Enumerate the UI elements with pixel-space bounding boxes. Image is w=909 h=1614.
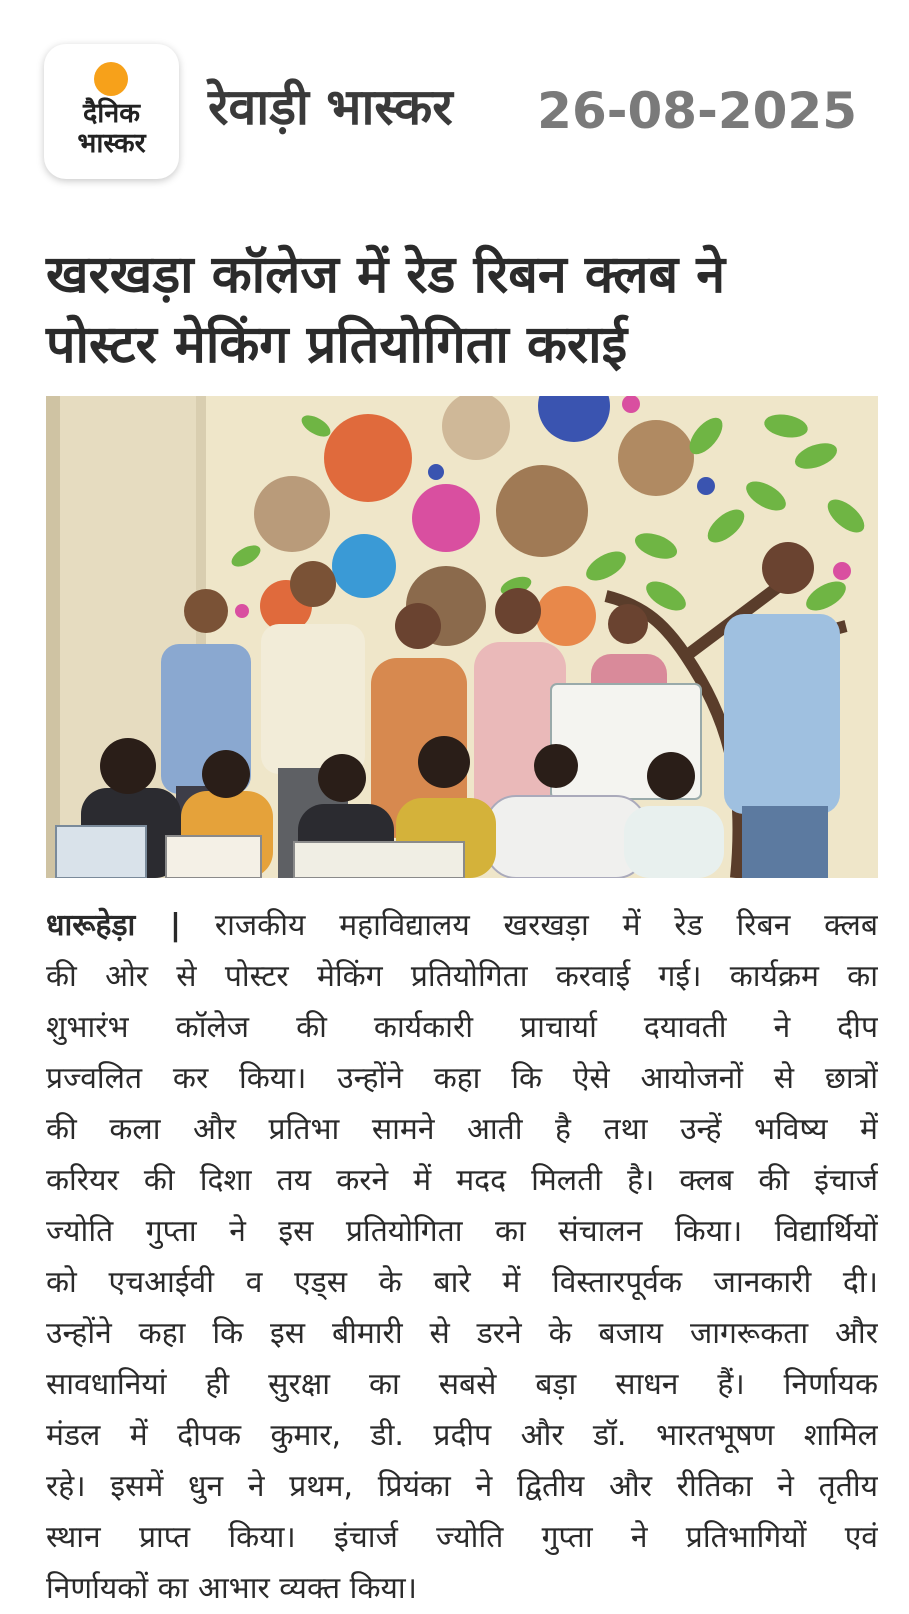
article-line: रहे। इसमें धुन ने प्रथम, प्रियंका ने द्वितीय और रीतिका ने तृतीय [46, 1469, 878, 1504]
article-dateline: धारूहेड़ा | [46, 908, 181, 943]
dainik-bhaskar-logo[interactable] [44, 44, 179, 179]
logo-text-line2: भास्कर [77, 128, 146, 159]
article-body [46, 900, 878, 1614]
article-line: शुभारंभ कॉलेज की कार्यकारी प्राचार्या दयावती ने दीप [46, 1010, 878, 1045]
article-headline [46, 240, 876, 380]
logo-text-line1: दैनिक [82, 98, 141, 129]
article-line: निर्णायकों का आभार व्यक्त किया। [46, 1571, 418, 1606]
headline-line: पोस्टर मेकिंग प्रतियोगिता कराई [46, 315, 628, 375]
article-line: सावधानियां ही सुरक्षा का सबसे बड़ा साधन हैं। निर्णायक [46, 1367, 878, 1402]
article-line [46, 900, 878, 951]
sun-icon [94, 62, 128, 96]
article-line: को एचआईवी व एड्स के बारे में विस्तारपूर्वक जानकारी दी। [46, 1265, 878, 1300]
article-line: ज्योति गुप्ता ने इस प्रतियोगिता का संचालन किया। विद्यार्थियों [46, 1214, 878, 1249]
group-photo-illustration [46, 396, 878, 878]
news-photo [46, 396, 878, 878]
article-text: राजकीय महाविद्यालय खरखड़ा में रेड रिबन क्लब [214, 908, 878, 943]
article-line: की ओर से पोस्टर मेकिंग प्रतियोगिता करवाई गई। कार्यक्रम का [46, 959, 878, 994]
page-header [0, 0, 909, 200]
publication-date: 26-08-2025 [537, 82, 857, 140]
article-line: प्रज्वलित कर किया। उन्होंने कहा कि ऐसे आयोजनों से छात्रों [46, 1061, 878, 1096]
article-line: उन्होंने कहा कि इस बीमारी से डरने के बजाय जागरूकता और [46, 1316, 878, 1351]
headline-line: खरखड़ा कॉलेज में रेड रिबन क्लब ने [46, 245, 726, 305]
article-line: की कला और प्रतिभा सामने आती है तथा उन्हें भविष्य में [46, 1112, 878, 1147]
article-line: स्थान प्राप्त किया। इंचार्ज ज्योति गुप्ता ने प्रतिभागियों एवं [46, 1520, 878, 1555]
article-line: करियर की दिशा तय करने में मदद मिलती है। क्लब की इंचार्ज [46, 1163, 878, 1198]
edition-name: रेवाड़ी भास्कर [208, 78, 453, 136]
article-line: मंडल में दीपक कुमार, डी. प्रदीप और डॉ. भारतभूषण शामिल [46, 1418, 878, 1453]
